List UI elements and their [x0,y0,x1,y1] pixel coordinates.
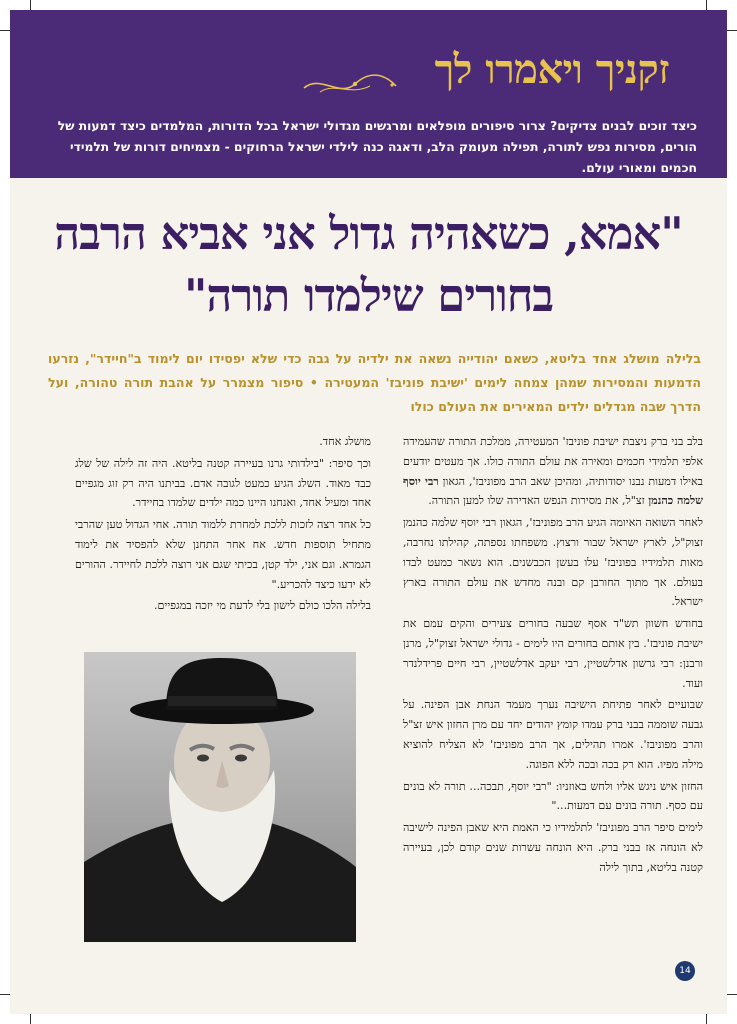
crop-mark [706,0,707,10]
text-column-right [403,432,703,880]
text-column-left [75,432,371,618]
paragraph: וכך סיפר: "בילדותי גרנו בעיירה קטנה בליטא. היה זה לילה של שלג כבד מאוד. השלג הגיע כמעט לגובה אדם. בביתנו היה רק זוג מגפיים אחד ומעיל אחד, ואנחנו היינו כמה ילדים שלמדו בחיידר. [75,456,371,510]
article-headline: "אמא, כשאהיה גדול אני אביא הרבה בחורים שילמדו תורה" [54,207,683,322]
section-title: זקניך ויאמרו לך [434,46,669,93]
section-intro: כיצד זוכים לבנים צדיקים? צרור סיפורים מופלאים ומרגשים מגדולי ישראל בכל הדורות, המלמדים כיצד דמעות של הורים, מסירות נפש לתורה, תפילה מעומק הלב, ודאגה כנה לילדי ישראל הרחוקים - מצמיחים דורות של תלמידי חכמים ומאורי עולם. [57,119,697,175]
paragraph-text: בלב בני ברק ניצבת ישיבת פוניבז' המעטירה, ממלכת התורה שהעמידה אלפי תלמידי חכמים ומאירה את עולם התורה כולו. אך מעטים יודעים באילו דמעות נבנו יסודותיה, ומהיכן שאב הרב מפוניבז', הגאון [403,435,703,488]
paragraph: כל אחד רצה לזכות ללכת למחרת ללמוד תורה. אחי הגדול טען שהרבי מתחיל תוספות חדש. אח אחר התחנן שלא להפסיד את לימוד הגמרא. וגם אני, ילד קטן, בכיתי שגם אני רוצה ללכת לחיידר. ההורים לא ידעו כיצד להכריע." [75,518,371,591]
paragraph: בלילה הלכו כולם לישון בלי לדעת מי יזכה במגפיים. [153,599,371,613]
paragraph [403,432,703,511]
portrait-illustration [84,652,356,942]
crop-mark [30,1014,31,1024]
paragraph: לימים סיפר הרב מפוניבז' לתלמידיו כי האמת היא שאבן הפינה לישיבה לא הונחה אז בבני ברק. היא הונחה עשרות שנים קודם לכן, בעיירה קטנה בליטא, בתוך לילה [403,821,703,874]
article-lede: בלילה מושלג אחד בליטא, כשאם יהודייה נשאה את ילדיה על גבה כדי שלא יפסידו יום לימוד ב"חיידר", נזרעו הדמעות והמסירות שמהן צמחה לימים 'ישיבת פוניבז' המעטירה • סיפור מצמרר על אהבת תורה טהורה, ועל הדרך שבה מגדלים ילדים המאירים את העולם כולו [48,351,701,414]
page-number-badge: 14 [675,961,695,981]
crop-mark [727,994,737,995]
crop-mark [0,30,10,31]
crop-mark [706,1014,707,1024]
paragraph: החזון איש ניגש אליו ולחש באוזניו: "רבי יוסף, תבכה... תורה לא בונים עם כסף. תורה בונים עם דמעות..." [403,779,703,813]
rabbi-name: רבי יוסף שלמה כהנמן [403,474,703,508]
paragraph: בחודש חשוון תש"ד אסף שבעה בחורים צעירים והקים עמם את ישיבת פוניבז'. בין אותם בחורים היו לימים - גדולי ישראל זצוק"ל, מרנן ורבנן: רבי גרשון אדלשטיין, רבי יעקב אדלשטיין, רבי חיים פרידלנדר ועוד. [403,617,703,690]
paragraph-text: זצ"ל, את מסירות הנפש האדירה שלו למען התורה. [428,494,649,508]
crop-mark [0,994,10,995]
paragraph: מושלג אחד. [319,435,371,448]
rabbi-portrait-photo [84,652,356,942]
paragraph: שבועיים לאחר פתיחת הישיבה נערך מעמד הנחת אבן הפינה. על גבעה שוממה בבני ברק עמדו קומץ יהודים יחד עם מרן החזון איש זצ"ל והרב מפוניבז'. אמרו תהילים, אך הרב מפוניבז' לא הצליח להוציא מילה מפיו. הוא רק בכה ובכה ללא הפוגה. [403,698,703,771]
section-banner [10,10,727,178]
crop-mark [727,30,737,31]
flourish-ornament-icon [300,68,400,102]
paragraph: לאחר השואה האיומה הגיע הרב מפוניבז', הגאון רבי יוסף שלמה כהנמן זצוק"ל, לארץ ישראל שבור ורצוץ. משפחתו נספתה, קהילתו נחרבה, מאות תלמידיו בפוניבז' עלו בעשן הכבשנים. הוא נשאר כמעט לבדו בעולם. אך מתוך החורבן קם ובנה מחדש את עולם התורה בארץ ישראל. [403,516,703,609]
crop-mark [30,0,31,10]
